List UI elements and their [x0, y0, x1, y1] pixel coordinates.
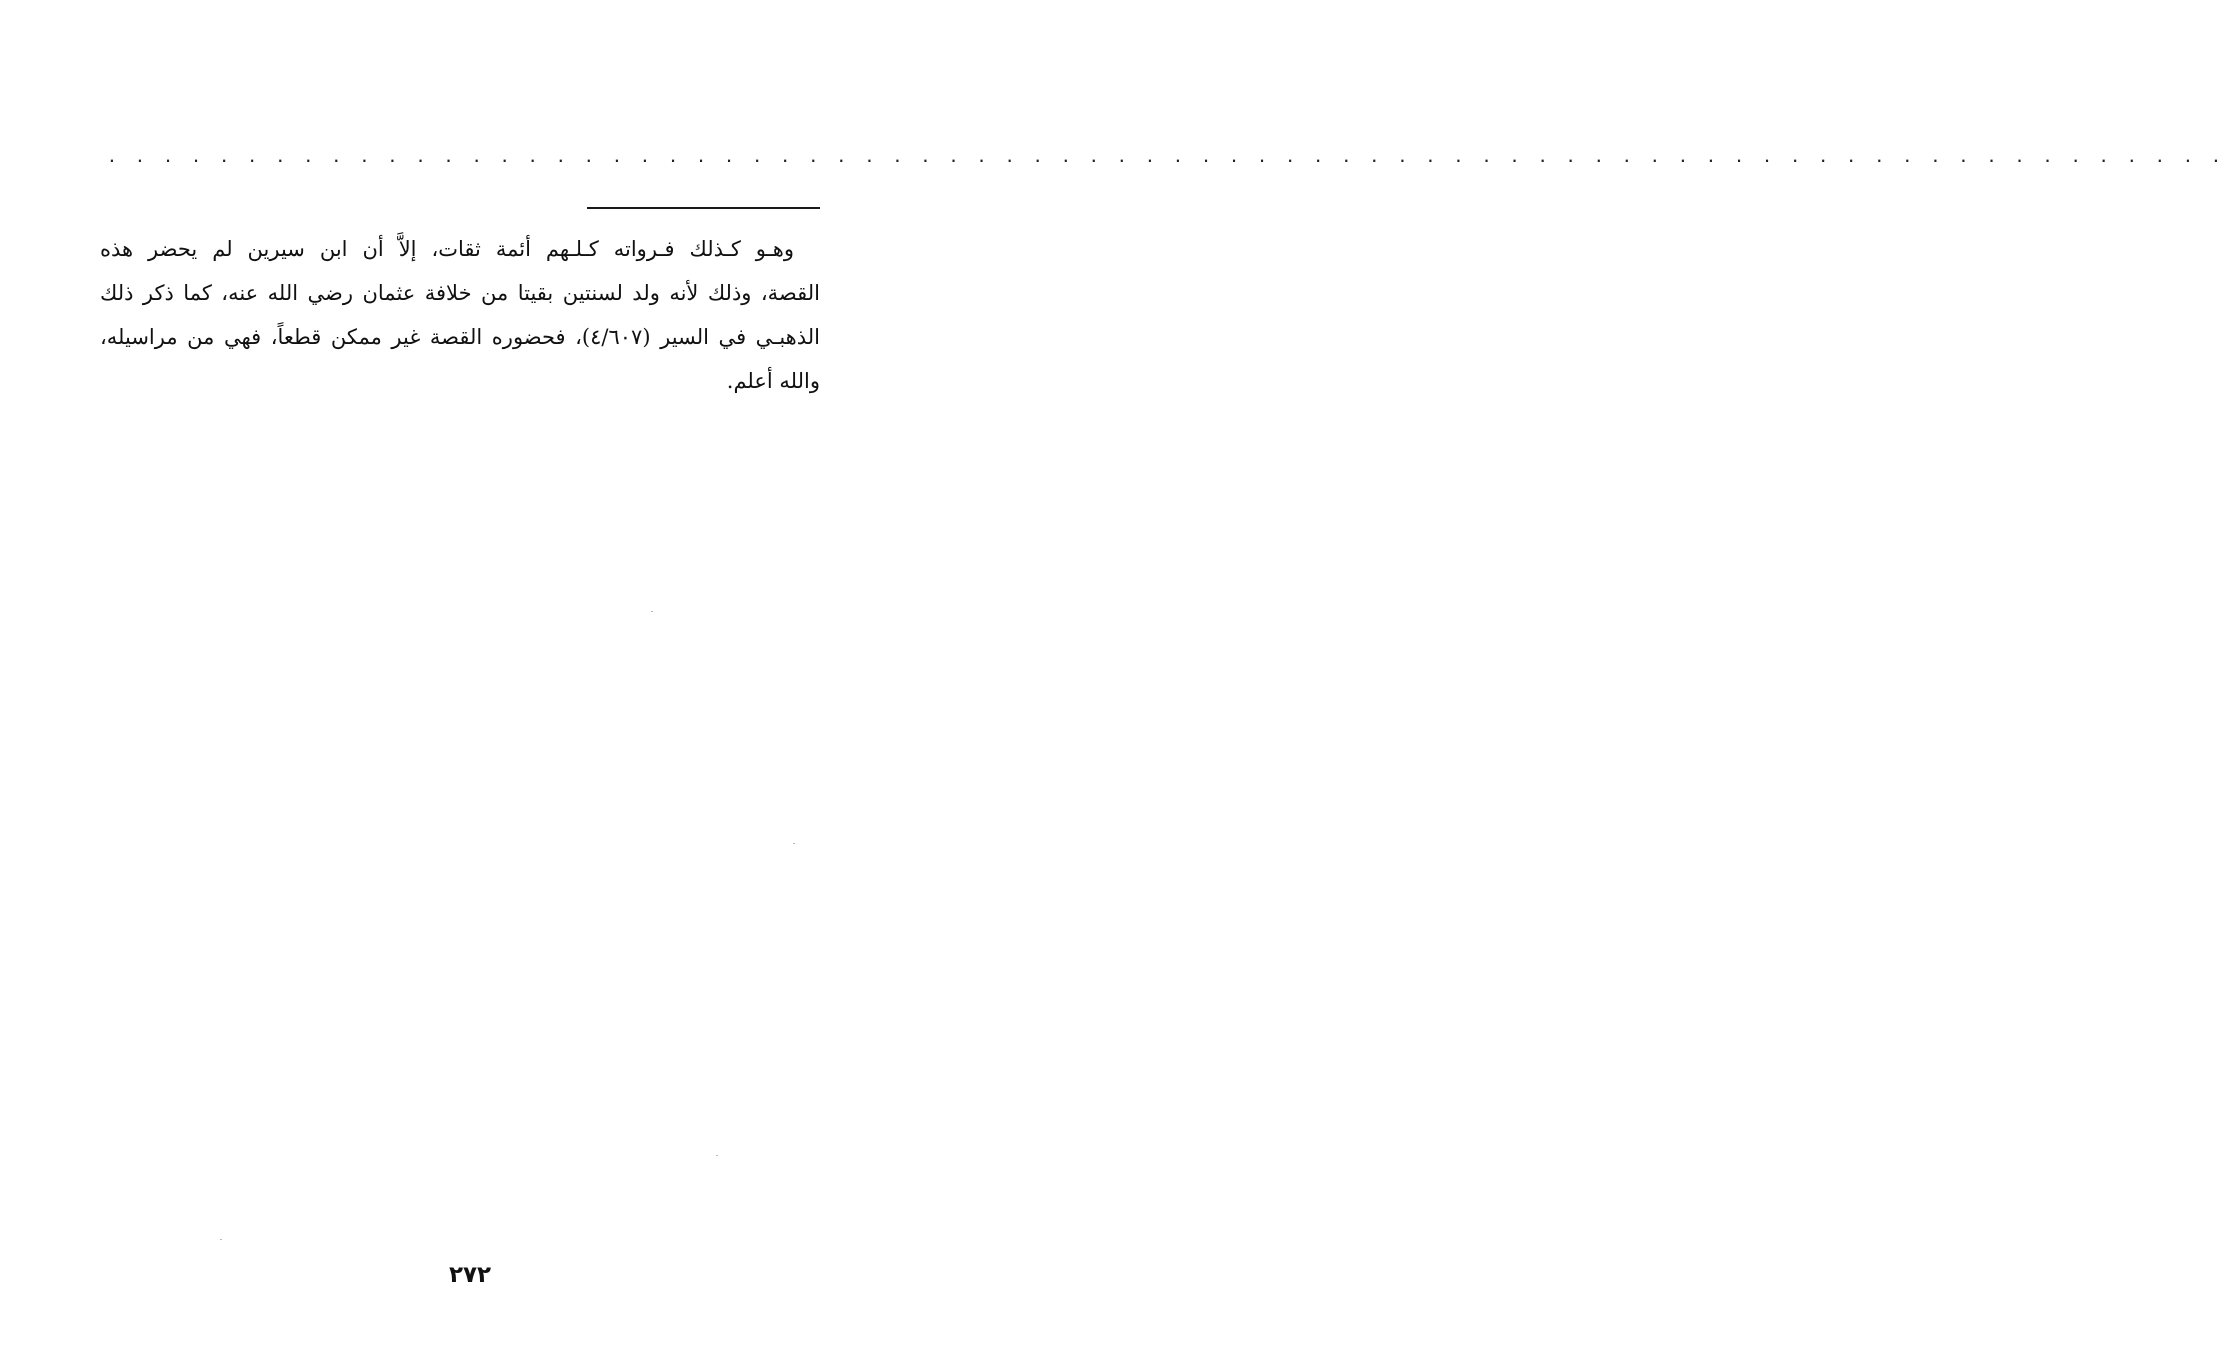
footnote-text — [100, 227, 820, 403]
scan-speck — [793, 843, 795, 844]
footnote-line-3: الذهبـي في السير (٤/٦٠٧)، فحضوره القصة غير ممكن قطعاً، فهي من مراسيله، — [100, 325, 820, 349]
scan-speck — [651, 611, 653, 612]
footnote-rule — [587, 207, 820, 209]
footnote-line-1: وهـو كـذلك فـرواته كـلـهم أئمة ثقات، إلاَّ أن ابن سيرين لم يحضر هذه — [100, 237, 794, 261]
footnote-line-2: القصة، وذلك لأنه ولد لسنتين بقيتا من خلافة عثمان رضي الله عنه، كما ذكر ذلك — [100, 281, 820, 305]
dotted-separator: . . . . . . . . . . . . . . . . . . . . . . . . . . . . . . . . . . . . . . . . . . . . . . . . . . . . . . . . . . . . . . . . . . . . . . . . . . . . — [108, 151, 2226, 166]
scan-speck — [220, 1239, 222, 1240]
page-number: ٢٧٢ — [448, 1262, 492, 1288]
footnote-line-4: والله أعلم. — [726, 369, 820, 393]
scan-speck — [716, 1155, 718, 1156]
